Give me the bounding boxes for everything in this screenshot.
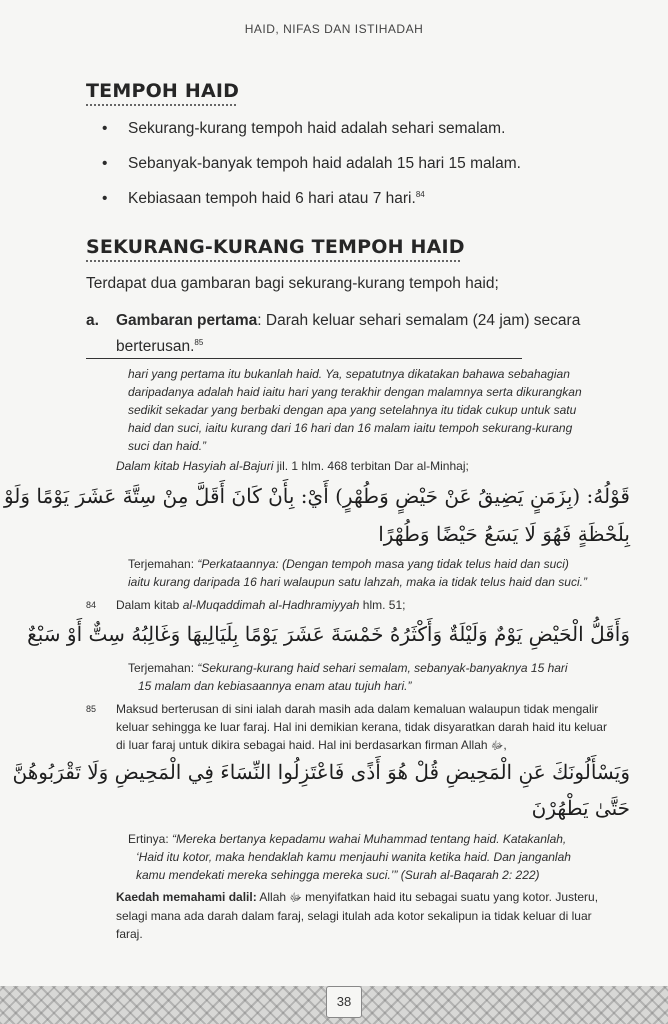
list-item-a: a. Gambaran pertama: Darah keluar sehari semalam (24 jam) secara: [86, 312, 581, 329]
footnote-continuation: hari yang pertama itu bukanlah haid. Ya, sepatutnya dikatakan bahawa sebahagian daripadanya adalah haid iaitu hari yang terakhir dengan malamnya serta dikurangkan sedikit sekadar yang berbaki dengan apa yang setelahnya itu tidak cukup untuk satu haid dan suci, iaitu kurang dari 16 hari dan 16 malam iaitu tempoh sekurang-kurang suci dan haid.”: [128, 367, 582, 453]
ertinya-translation: Ertinya: “Mereka bertanya kepadamu wahai Muhammad tentang haid. Katakanlah, ‘Haid itu kotor, maka hendaklah kamu menjauhi wanita ketika haid. Dan janganlah kamu mendekati mereka sehingga mereka suci.’” (Surah al-Baqarah 2: 222): [128, 832, 571, 882]
arabic-quote-1-line1: قَوْلُهُ: (بِزَمَنٍ يَضِيقُ عَنْ حَيْضٍ وَطُهْرٍ) أَيْ: بِأَنْ كَانَ أَقَلَّ مِنْ سِتَّةَ عَشَرَ يَوْمًا وَلَوْ: [3, 484, 630, 508]
bullet-item-2: • Sebanyak-banyak tempoh haid adalah 15 hari 15 malam.: [102, 155, 521, 172]
arabic-quran-line2: حَتَّىٰ يَطْهُرْنَ: [531, 796, 630, 820]
honorific-glyph: ﷻ: [490, 740, 504, 752]
arabic-quote-2: وَأَقَلُّ الْحَيْضِ يَوْمٌ وَلَيْلَةٌ وَأَكْثَرُهُ خَمْسَةَ عَشَرَ يَوْمًا بِلَيَالِيهَا وَغَالِبُهُ سِتٌّ أَوْ سَبْعٌ: [27, 622, 630, 646]
arabic-quote-1-line2: بِلَحْظَةٍ فَهُوَ لَا يَسَعُ حَيْضًا وَطُهْرًا: [378, 522, 630, 546]
footnote-85: 85 Maksud berterusan di sini ialah darah masih ada dalam kemaluan walaupun tidak mengalir keluar sehingga ke luar faraj. Hal ini demikian kerana, tidak disyaratkan darah haid itu keluar di luar faraj untuk dikira sebagai haid. Hal ini berdasarkan firman Allah ﷻ,: [86, 702, 607, 752]
arabic-quran-line1: وَيَسْأَلُونَكَ عَنِ الْمَحِيضِ قُلْ هُوَ أَذًى فَاعْتَزِلُوا النِّسَاءَ فِي الْمَحِيضِ وَلَا تَقْرَبُوهُنَّ: [12, 760, 630, 784]
bullet-item-1: • Sekurang-kurang tempoh haid adalah sehari semalam.: [102, 120, 506, 137]
kaedah-paragraph: Kaedah memahami dalil: Allah ﷻ menyifatkan haid itu sebagai suatu yang kotor. Justeru, selagi mana ada darah dalam faraj, selagi itulah ada kotor sekalipun ia tidak keluar di luar faraj.: [116, 890, 599, 941]
title-underline-2: [86, 260, 460, 262]
title-underline: [86, 104, 236, 106]
footnote-ref-85: 85: [194, 338, 204, 347]
running-head: HAID, NIFAS DAN ISTIHADAH: [244, 22, 424, 36]
bullet-item-3: • Kebiasaan tempoh haid 6 hari atau 7 hari.$^{84}$: [102, 190, 425, 208]
footnote-ref-84: 84: [415, 190, 425, 199]
honorific-glyph-2: ﷻ: [289, 892, 302, 904]
page-number: 38: [326, 986, 362, 1018]
section-title-tempoh-haid: TEMPOH HAID: [86, 80, 240, 102]
footnote-84: 84 Dalam kitab al-Muqaddimah al-Hadhramiyyah hlm. 51;: [86, 598, 406, 612]
bajuri-reference: Dalam kitab Hasyiah al-Bajuri jil. 1 hlm. 468 terbitan Dar al-Minhaj;: [116, 459, 469, 473]
footnote-rule: [86, 358, 522, 359]
translation-2: Terjemahan: “Sekurang-kurang haid sehari semalam, sebanyak-banyaknya 15 hari 15 malam dan kebiasaannya enam atau tujuh hari.”: [128, 661, 568, 693]
list-item-a-line2: berterusan.$^{85}$: [116, 338, 204, 356]
section-title-sekurang-kurang: SEKURANG-KURANG TEMPOH HAID: [86, 236, 465, 258]
translation-1: Terjemahan: “Perkataannya: (Dengan tempoh masa yang tidak telus haid dan suci) iaitu kurang daripada 16 hari walaupun satu lahzah, maka ia tidak telus haid dan suci.”: [128, 557, 587, 589]
intro-paragraph: Terdapat dua gambaran bagi sekurang-kurang tempoh haid;: [86, 275, 499, 292]
